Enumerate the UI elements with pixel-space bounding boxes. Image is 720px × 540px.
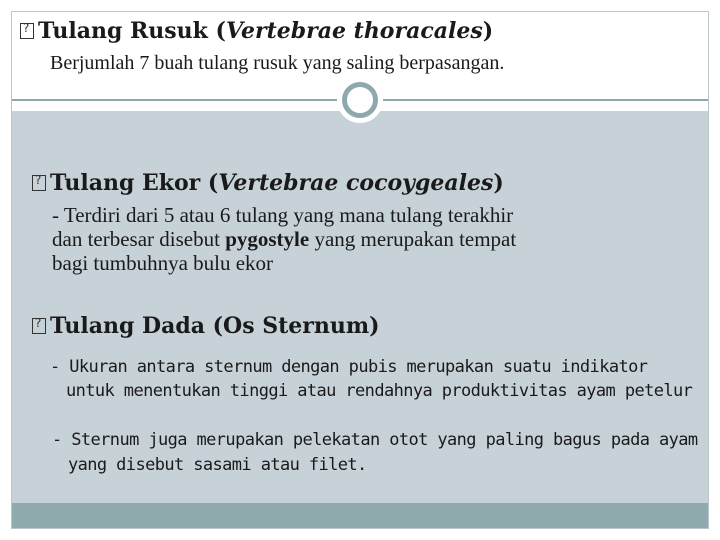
section3-title: ?Tulang Dada (Os Sternum): [32, 313, 380, 339]
section3-item1-line2: untuk menentukan tinggi atau rendahnya produktivitas ayam petelur: [66, 381, 693, 401]
section3-item2-line1: - Sternum juga merupakan pelekatan otot yang paling bagus pada ayam: [52, 430, 698, 450]
circle-ornament-icon: [337, 77, 383, 123]
section1-title: ?Tulang Rusuk (Vertebrae thoracales): [20, 18, 493, 44]
slide-footer-band: [12, 503, 708, 528]
section2-line1: - Terdiri dari 5 atau 6 tulang yang mana tulang terakhir: [52, 203, 514, 227]
missing-glyph-bullet-icon: [32, 318, 46, 334]
section2-title: ?Tulang Ekor (Vertebrae cocoygeales): [32, 170, 504, 196]
missing-glyph-bullet-icon: [32, 175, 46, 191]
missing-glyph-bullet-icon: [20, 23, 34, 39]
section1-body: Berjumlah 7 buah tulang rusuk yang saling berpasangan.: [50, 52, 505, 74]
section3-item1-line1: - Ukuran antara sternum dengan pubis merupakan suatu indikator: [50, 357, 648, 377]
section3-item2-line2: yang disebut sasami atau filet.: [68, 455, 367, 475]
section2-line3: bagi tumbuhnya bulu ekor: [52, 251, 274, 275]
section2-line2: dan terbesar disebut pygostyle yang merupakan tempat: [52, 227, 517, 251]
